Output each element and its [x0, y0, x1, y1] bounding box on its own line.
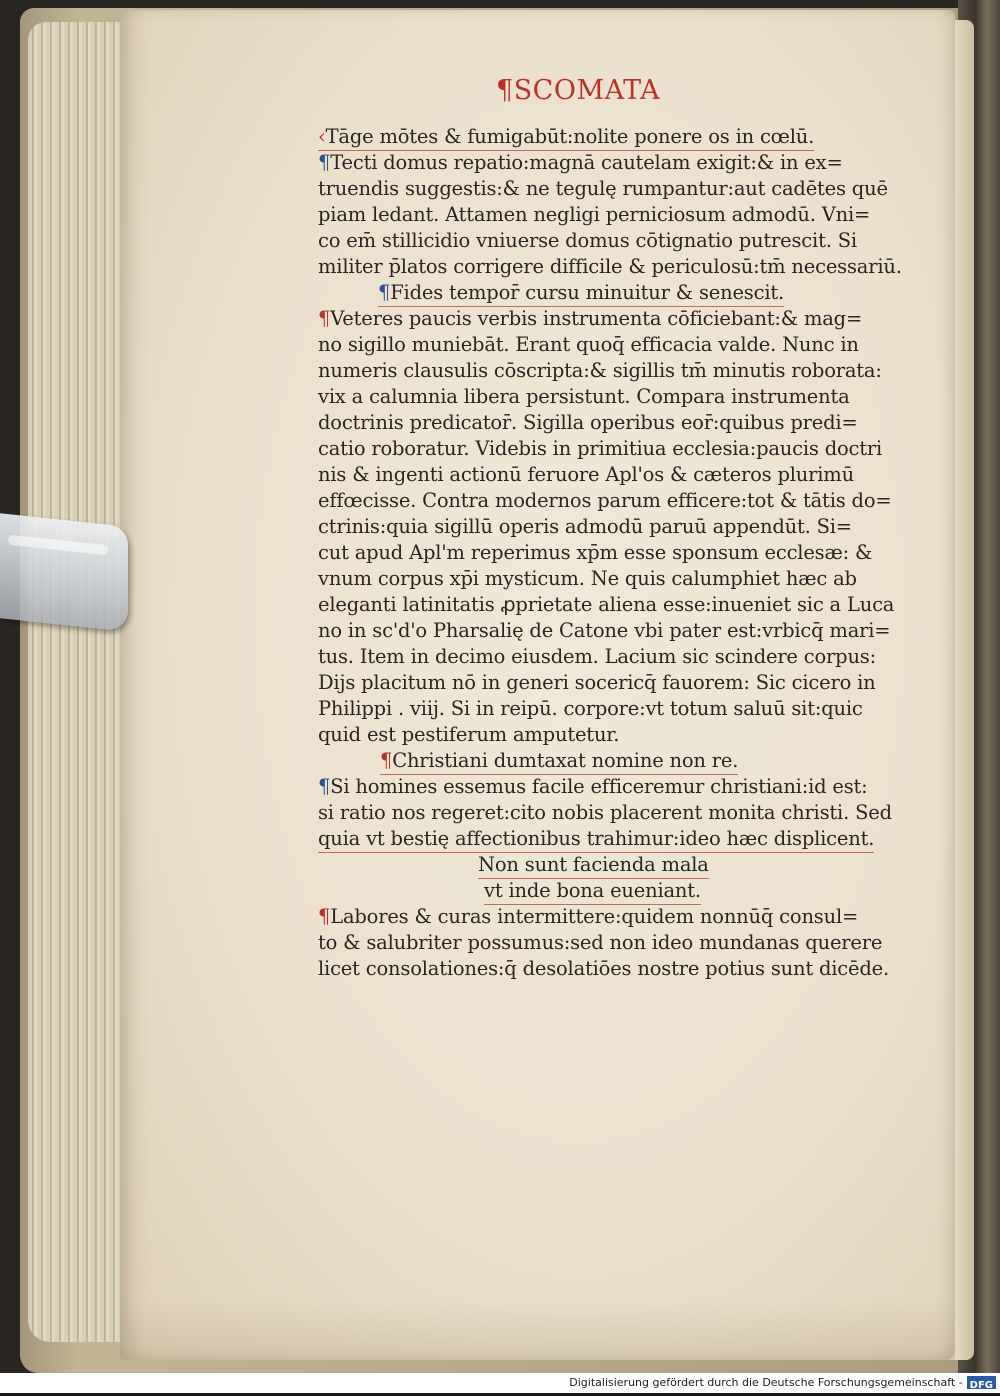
text-line: ‹Tāge mōtes & fumigabūt:nolite ponere os in cœlū.	[318, 124, 814, 151]
text-line: quia vt bestię affectionibus trahimur:ideo hæc displicent.	[318, 826, 874, 853]
page-shadow	[120, 1300, 955, 1360]
dfg-logo: DFG	[967, 1376, 996, 1389]
text-line: ¶Tecti domus repatio:magnā cautelam exigit:& in ex=	[318, 151, 843, 174]
text-line: eleganti latinitatis ꝓprietate aliena esse:inueniet sic a Luca	[318, 593, 895, 616]
text-line: piam ledant. Attamen negligi perniciosum admodū. Vni=	[318, 203, 871, 226]
text-line: vix a calumnia libera persistunt. Compara instrumenta	[318, 385, 850, 408]
credit-text: Digitalisierung gefördert durch die Deutsche Forschungsgemeinschaft -	[569, 1376, 963, 1389]
section-heading: vt inde bona eueniant.	[484, 878, 701, 905]
text-line: ¶Fides tempor̄ cursu minuitur & senescit.	[378, 280, 784, 307]
page-heading	[496, 75, 661, 106]
text-line: si ratio nos regeret:cito nobis placerent monita christi. Sed	[318, 801, 892, 824]
text-line: co em̄ stillicidio vniuerse domus cōtignatio putrescit. Si	[318, 229, 857, 252]
text-line: vnum corpus xp̄i mysticum. Ne quis calumphiet hæc ab	[318, 567, 857, 590]
digitization-credit	[0, 1373, 1000, 1393]
text-line: Philippi . viij. Si in reipū. corpore:vt totum saluū sit:quic	[318, 697, 863, 720]
text-line: tus. Item in decimo eiusdem. Lacium sic scindere corpus:	[318, 645, 876, 668]
text-line: quid est pestiferum amputetur.	[318, 723, 620, 746]
text-line: doctrinis predicator̄. Sigilla operibus eor̄:quibus predi=	[318, 411, 858, 434]
text-line: ¶Labores & curas intermittere:quidem nonnūq̄ consul=	[318, 905, 859, 928]
text-line: catio roboratur. Videbis in primitiua ecclesia:paucis doctri	[318, 437, 883, 460]
text-line: cut apud Apl'm reperimus xp̄m esse sponsum ecclesæ: &	[318, 541, 873, 564]
text-line: ctrinis:quia sigillū operis admodū paruū appendūt. Si=	[318, 515, 852, 538]
text-line: effœcisse. Contra modernos parum efficere:tot & tātis do=	[318, 489, 892, 512]
heading-text: SCOMATA	[513, 75, 661, 106]
text-line: numeris clausulis cōscripta:& sigillis tm̄ minutis roborata:	[318, 359, 882, 382]
section-heading: ¶Christiani dumtaxat nomine non re.	[380, 748, 738, 775]
text-line: militer p̄latos corrigere difficile & periculosū:tm̄ necessariū.	[318, 255, 902, 278]
page-clip	[0, 513, 128, 631]
text-line: truendis suggestis:& ne tegulę rumpantur:aut cadētes quē	[318, 177, 888, 200]
text-line: ¶Si homines essemus facile efficeremur christiani:id est:	[318, 775, 868, 798]
text-line: to & salubriter possumus:sed non ideo mundanas querere	[318, 931, 883, 954]
text-line: nis & ingenti actionū feruore Apl'os & cæteros plurimū	[318, 463, 854, 486]
text-line: ¶Veteres paucis verbis instrumenta cōficiebant:& mag=	[318, 307, 863, 330]
text-line: no sigillo muniebāt. Erant quoq̄ efficacia valde. Nunc in	[318, 333, 859, 356]
section-heading: Non sunt facienda mala	[478, 852, 709, 879]
text-line: no in sc'd'o Pharsalię de Catone vbi pater est:vrbicq̄ mari=	[318, 619, 891, 642]
text-line: licet consolationes:q̄ desolatiōes nostre potius sunt dicēde.	[318, 957, 889, 980]
paragraph-mark: ¶	[496, 75, 514, 106]
text-line: Dijs placitum nō in generi socericq̄ fauorem: Sic cicero in	[318, 671, 876, 694]
